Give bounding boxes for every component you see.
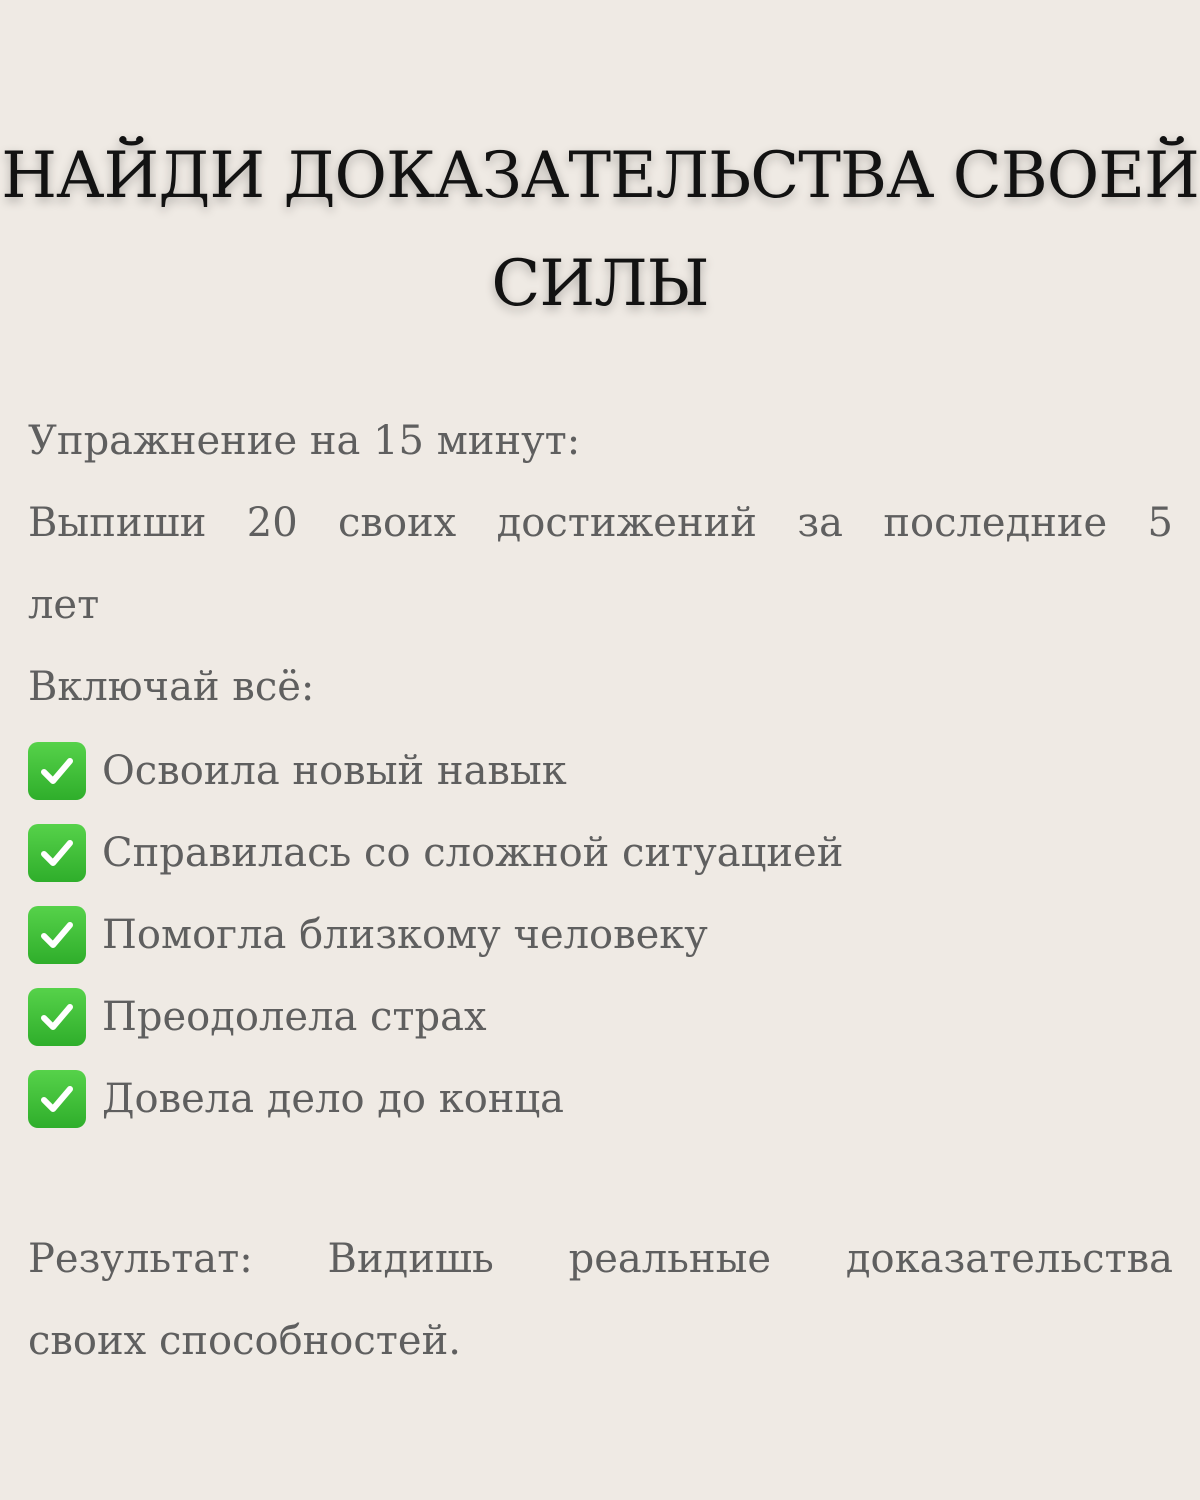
check-mark-icon [28, 742, 86, 800]
list-item [28, 730, 1173, 812]
exercise-label: Упражнение на 15 минут: [28, 418, 581, 464]
intro-block [28, 400, 1173, 728]
result-block [28, 1218, 1173, 1382]
list-item-label: Освоила новый навык [102, 748, 567, 794]
result-line-1: Результат: Видишь реальные доказательства [28, 1236, 1173, 1282]
check-mark-icon [28, 906, 86, 964]
result-line-2: своих способностей. [28, 1318, 461, 1364]
list-item [28, 1058, 1173, 1140]
list-item [28, 976, 1173, 1058]
list-item [28, 894, 1173, 976]
include-label: Включай всё: [28, 664, 315, 710]
check-mark-icon [28, 1070, 86, 1128]
check-mark-icon [28, 988, 86, 1046]
list-item-label: Справилась со сложной ситуацией [102, 830, 844, 876]
list-item-label: Помогла близкому человеку [102, 912, 708, 958]
page-title [0, 122, 1200, 338]
task-line-2: лет [28, 582, 100, 628]
task-line-1: Выпиши 20 своих достижений за последние 5 [28, 500, 1173, 546]
title-line-2: СИЛЫ [491, 247, 709, 321]
achievement-checklist [28, 730, 1173, 1140]
list-item-label: Преодолела страх [102, 994, 487, 1040]
list-item [28, 812, 1173, 894]
title-line-1: НАЙДИ ДОКАЗАТЕЛЬСТВА СВОЕЙ [1, 139, 1199, 213]
list-item-label: Довела дело до конца [102, 1076, 565, 1122]
check-mark-icon [28, 824, 86, 882]
